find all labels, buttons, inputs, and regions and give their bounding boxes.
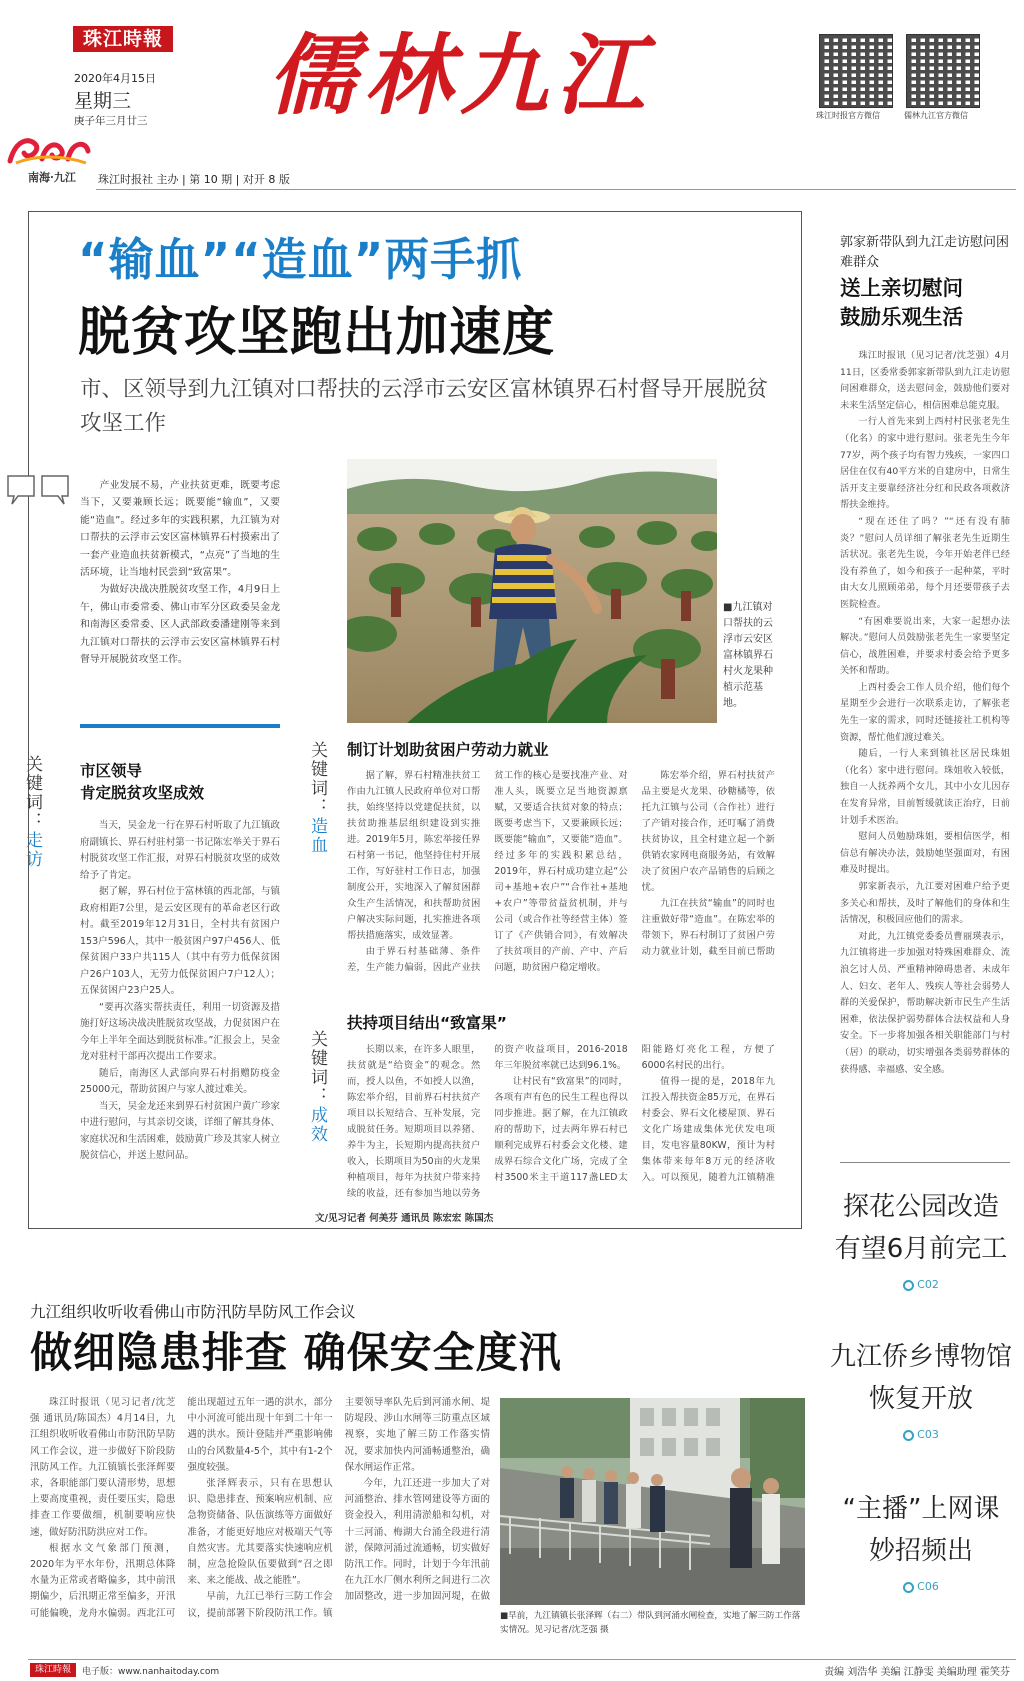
lead-byline: 文/见习记者 何美芬 通讯员 陈宏宏 陈国杰 bbox=[315, 1213, 494, 1224]
qr-label: 儒林九江官方微信 bbox=[904, 111, 968, 120]
page-pointer-icon bbox=[903, 1430, 914, 1441]
section3-paragraph: 长期以来，在许多人眼里，扶贫就是“给资金”的观念。然而，授人以鱼，不如授人以渔，陈宏举介绍，目前界石村扶贫产项目以长短结合、互补发展，完成脱贫任务。短期项目以养猪、养牛为主，长短期内提高扶贫户收入，长期项目为50亩的火龙果种植项目，每年为扶贫户带来持续的收益，还有参加当地以劳务的资产收益项目，2016-2018年三年脱贫率就已达到96.1%。 bbox=[347, 1044, 628, 1199]
lead-photo bbox=[347, 459, 717, 723]
keyword-word: 成效 bbox=[307, 1106, 327, 1144]
speech-bubbles-icon bbox=[6, 472, 72, 514]
sub-logo-text: 南海·九江 bbox=[28, 171, 76, 184]
keyword-label: 关键词： bbox=[307, 741, 327, 817]
side-paragraph: 一行人首先来到上西村村民张老先生（化名）的家中进行慰问。张老先生今年77岁，两个孩子均有智力残疾，一家四口居住在仅有40平方米的自建房中，日常生活开支主要靠经济社分红和民政各项救济帮扶金维持。 bbox=[840, 416, 1010, 511]
section3-body bbox=[347, 1042, 775, 1204]
second-paragraph: 根据水文气象部门预测，2020年为平水年份，汛期总体降水量为正常或者略偏多，其中前汛期偏少，后汛期正常至偏多，开汛可能偏晚，龙舟水偏弱。西北江可能出现超过五年一遇的洪水，部分中小河流可能出现十年到二十年一遇的洪水。预计登陆并严重影响佛山的台风数量4-5个，其中有1-2个强度较强。 bbox=[30, 1397, 333, 1619]
sub-logo bbox=[6, 133, 92, 187]
index-page: C02 bbox=[917, 1278, 939, 1291]
second-paragraph: 张泽辉表示，只有在思想认识、隐患排查、预案响应机制、应急物资储备、队伍演练等方面做好准备，才能更好地应对极端天气等自然灾害。尤其要落实快速响应机制，应急抢险队伍要做到“召之即来、来之能战、战之能胜”。 bbox=[187, 1478, 333, 1587]
lead-headline: 脱贫攻坚跑出加速度 bbox=[78, 302, 556, 363]
side-paragraph: 珠江时报讯（见习记者/沈芝强）4月11日，区委常委郭家新带队到九江走访慰问困难群众，送去慰问金，鼓励他们要对未来生活坚定信心，相信困难总能克服。 bbox=[840, 350, 1010, 411]
side-paragraph: 随后，一行人来到镇社区居民珠姐（化名）家中进行慰问。珠姐收入较低，独自一人抚养两个女儿，其中小女儿因存在发育异常，目前暂缓就读正治疗，日前计划手术医治。 bbox=[840, 748, 1010, 826]
index-item[interactable] bbox=[826, 1186, 1016, 1316]
qr-label: 珠江时报官方微信 bbox=[816, 111, 880, 120]
section1-paragraph: 当天，吴金龙一行在界石村听取了九江镇政府副镇长、界石村驻村第一书记陈宏举关于界石村脱贫攻坚工作汇报，对界石村脱贫攻坚的成效给予了肯定。 bbox=[80, 820, 280, 881]
index-title: “主播”上网课 妙招频出 bbox=[842, 1494, 1000, 1566]
footer-logo: 珠江時報 bbox=[30, 1663, 76, 1677]
section2-paragraph: 据了解，界石村精准扶贫工作由九江镇人民政府单位对口帮扶，始终坚持以党建促扶贫，以扶贫助推基层组织建设到实推进。2019年5月，陈宏举接任界石村第一书记，他坚持住村开展工作，写好驻村工作日志，加强制度公开，实地深入了解贫困群众生产生活情况，和扶帮助贫困户解决实际问题，扎实推进各项帮扶措施落实，成效显著。 bbox=[347, 770, 481, 941]
section1-paragraph: “要再次落实帮扶责任，利用一切资源及措施打好这场决战决胜脱贫攻坚战，力促贫困户在今年上半年全面达到脱贫标准。”汇报会上，吴金龙对驻村干部再次提出工作要求。 bbox=[80, 1001, 280, 1062]
section3-paragraph: 让村民有“致富果”的同时，各项有声有色的民生工程也得以同步推进。据了解，在九江镇政府的帮助下，过去两年界石村已顺利完成界石村委会文化楼、建成界石综合文化广场，完成了全村3500米主干道117盏LED太阳能路灯亮化工程，方便了6000名村民的出行。 bbox=[494, 1044, 775, 1183]
keyword-label: 关键词： bbox=[307, 1030, 327, 1106]
section1-body bbox=[80, 818, 280, 1213]
side-paragraph: “有困难要说出来，大家一起想办法解决。”慰问人员鼓励张老先生一家要坚定信心，战胜困难，并要求村委会给予更多关怀和帮助。 bbox=[840, 615, 1010, 677]
second-body bbox=[30, 1395, 490, 1635]
masthead-rule bbox=[96, 189, 1016, 190]
side-paragraph: 对此，九江镇党委委员曹丽瑛表示，九江镇将进一步加强对特殊困难群众、流浪乞讨人员、严重精神障碍患者、未成年人、妇女、老年人、残疾人等社会弱势人群的关爱保护，帮助解决新市民生产生活困难，依法保护弱势群体合法权益和人身安全。下一步将加强各相关职能部门与村（居）的联动，切实增强各类弱势群体的获得感、幸福感、安全感。 bbox=[840, 930, 1010, 1075]
logo-swoosh-icon bbox=[6, 133, 92, 167]
section2-paragraph: 陈宏举介绍，界石村扶贫产品主要是火龙果、砂糖橘等，依托九江镇与公司（合作社）进行了产销对接合作，还叮嘱了消费扶贫协议，且全村建立起一个新供销农家网电商服务站，有效解决了贫困户农产品销售的后顾之忧。 bbox=[641, 770, 775, 893]
intro-paragraph: 为做好决战决胜脱贫攻坚工作，4月9日上午，佛山市委常委、佛山市军分区政委吴金龙和南海区委常委、区人武部政委潘建刚等来到九江镇对口帮扶的云浮市云安区富林镇界石村督导开展脱贫攻坚工作。 bbox=[80, 584, 280, 666]
keyword-visit bbox=[22, 755, 41, 905]
qr-code-icon bbox=[819, 34, 893, 108]
dragon-fruit-farm-photo bbox=[347, 459, 717, 723]
index-item[interactable] bbox=[826, 1488, 1016, 1618]
section1-paragraph: 据了解，界石村位于富林镇的西北部，与镇政府相距7公里，是云安区现有的革命老区行政村。截至2019年12月31日，全村共有贫困户153户596人，其中一般贫困户97户456人、低保贫困户33户共115人（其中有劳力低保贫困户26户103人，无劳力低保贫困户7户12人）；五保贫困户23户25人。 bbox=[80, 886, 280, 996]
section1-title: 市区领导 肯定脱贫攻坚成效 bbox=[80, 762, 205, 802]
second-kicker: 九江组织收听收看佛山市防汛防旱防风工作会议 bbox=[30, 1303, 356, 1321]
qr-code-icon bbox=[906, 34, 980, 108]
keyword-word: 造血 bbox=[307, 817, 327, 855]
section3-paragraph: 值得一提的是，2018年九江投入帮扶资金85万元，在界石村委会、界石文化楼屋顶、界石文化广场建成集体光伏发电项目，发电容量80KW，预计为村集体带来每年8万元的经济收入。可以预见，随着九江镇精准 bbox=[641, 1076, 775, 1183]
issue-date: 2020年4月15日 bbox=[74, 72, 156, 85]
index-page: C06 bbox=[917, 1580, 939, 1593]
second-photo bbox=[500, 1398, 805, 1605]
side-paragraph: 慰问人员勉励珠姐，要相信医学，相信总有解决办法，鼓励她坚强面对，有困难及时提出。 bbox=[840, 831, 1010, 876]
section2-paragraph: 九江在扶贫“输血”的同时也注重做好带“造血”。在陈宏举的带领下，界石村制订了贫困户劳动力就业计划，截至目前已帮助 bbox=[641, 898, 775, 957]
side-headline: 送上亲切慰问 鼓励乐观生活 bbox=[840, 276, 963, 329]
river-inspection-photo bbox=[500, 1398, 805, 1605]
side-rule bbox=[840, 1162, 1010, 1163]
side-paragraph: 郭家新表示，九江要对困难户给予更多关心和帮扶，及时了解他们的身体和生活情况，积极回应他们的需求。 bbox=[840, 881, 1010, 926]
intro-rule bbox=[80, 724, 280, 728]
issue-weekday: 星期三 bbox=[74, 90, 132, 112]
index-title: 探花公园改造 有望6月前完工 bbox=[834, 1192, 1008, 1264]
masthead bbox=[0, 0, 1024, 190]
lead-photo-caption: ■九江镇对口帮扶的云浮市云安区富林镇界石村火龙果种植示范基地。 bbox=[723, 602, 773, 709]
page-pointer-icon bbox=[903, 1582, 914, 1593]
lead-intro bbox=[80, 477, 280, 715]
keyword-word: 走访 bbox=[22, 831, 42, 869]
section2-body bbox=[347, 768, 775, 988]
edition-info: 珠江时报社 主办 | 第 10 期 | 对开 8 版 bbox=[98, 173, 290, 186]
footer-editors: 责编 刘浩华 美编 江静雯 美编助理 霍笑芬 bbox=[824, 1667, 1010, 1678]
second-photo-caption: ■早前，九江镇镇长张泽辉（右二）带队到河涌水闸检查，实地了解三防工作落实情况。见习记者/沈芝强 摄 bbox=[500, 1611, 801, 1635]
issue-lunar: 庚子年三月廿三 bbox=[74, 115, 148, 127]
side-kicker: 郭家新带队到九江走访慰问困难群众 bbox=[840, 235, 1010, 270]
index-item[interactable] bbox=[826, 1336, 1016, 1466]
lead-subhead: 市、区领导到九江镇对口帮扶的云浮市云安区富林镇界石村督导开展脱贫攻坚工作 bbox=[80, 377, 769, 436]
section1-paragraph: 当天，吴金龙还来到界石村贫困户黄广珍家中进行慰问，与其亲切交谈，详细了解其身体、家庭状况和生活困难，鼓励黄广珍及其家人树立脱贫信心，并送上慰问品。 bbox=[80, 1100, 280, 1161]
section3-title: 扶持项目结出“致富果” bbox=[347, 1014, 507, 1032]
index-page: C03 bbox=[917, 1428, 939, 1441]
section2-title: 制订计划助贫困户劳动力就业 bbox=[347, 741, 549, 759]
keyword-result bbox=[307, 1030, 326, 1180]
second-headline: 做细隐患排查 确保安全度汛 bbox=[30, 1328, 562, 1377]
paper-logo: 珠江時報 bbox=[73, 26, 173, 52]
lead-kicker: “输血”“造血”两手抓 bbox=[78, 233, 523, 286]
side-paragraph: “现在还住了吗？”“还有没有肺炎？”慰问人员详细了解张老先生近期生活状况。张老先生说，今年开始老伴已经没有养鱼了，如今和孩子一起种菜，平时由大女儿照顾弟弟，每个月还要带孩子去医院检查。 bbox=[840, 515, 1010, 610]
second-paragraph: 今年，九江还进一步加大了对河涌整治、排水管网建设等方面的资金投入，利用清淤船和勾机，对十三河涌、梅湖大台涌全段进行清淤，保障河涌过流通畅，切实做好防汛工作。同时，计划于今年汛前在九江水厂侧水利所之间进行二次加固整改，进一步加固河堤，在做 bbox=[344, 1478, 490, 1603]
second-paragraph: 早前，九江已举行三防工作会议，提前部署下阶段防汛工作。镇主要领导率队先后到河涌水闸、堤防堤段、涉山水闸等三防重点区域视察，实地了解三防工作落实情况，要求加快内河涌畅通整治，确保水闸运作正常。 bbox=[187, 1397, 490, 1619]
footer-website[interactable]: 电子版：www.nanhaitoday.com bbox=[82, 1667, 220, 1677]
keyword-blood bbox=[307, 741, 326, 891]
second-paragraph: 珠江时报讯（见习记者/沈芝强 通讯员/陈国杰）4月14日，九江组织收听收看佛山市防汛防旱防风工作会议，进一步做好下阶段防汛防风工作。九江镇镇长张泽辉要求，各职能部门要认清形势，思想上要高度重视，责任要压实，隐患排查工作要做细，机制要响应快速，做好防汛防洪应对工作。 bbox=[30, 1397, 176, 1538]
masthead-title: 儒林九江 bbox=[268, 23, 653, 127]
footer-rule bbox=[28, 1659, 1016, 1660]
side-body bbox=[840, 348, 1010, 1154]
index-title: 九江侨乡博物馆 恢复开放 bbox=[829, 1342, 1012, 1414]
side-paragraph: 上西村委会工作人员介绍，他们每个星期至少会进行一次联系走访，了解张老先生一家的需求，同时还链接社工机构等资源，帮忙他们渡过难关。 bbox=[840, 681, 1010, 743]
section1-paragraph: 随后，南海区人武部向界石村捐赠防疫金25000元，帮助贫困户与家人渡过难关。 bbox=[80, 1067, 280, 1095]
intro-paragraph: 产业发展不易，产业扶贫更难，既要考虑当下，又要兼顾长远；既要能“输血”，又要能“造血”。经过多年的实践积累，九江镇为对口帮扶的云浮市云安区富林镇界石村摸索出了一套产业造血扶贫新模式，“点亮”了当地的生活环境，让当地村民尝到“致富果”。 bbox=[80, 480, 280, 579]
keyword-label: 关键词： bbox=[22, 755, 42, 831]
page-pointer-icon bbox=[903, 1280, 914, 1291]
section2-paragraph: 由于界石村基础薄、条件差，生产能力偏弱，因此产业扶贫工作的核心是要找准产业、对准人头，既要立足当地资源禀赋，又要适合扶贫对象的特点；既要考虑当下，又要兼顾长远；既要能“输血”，又要能“造血”。经过多年的实践积累总结，2019年，界石村成功建立起“公司+基地+农户”“合作社+基地+农户”等带贫益贫机制，并与公司（或合作社等经营主体）签订了《产供销合同》，有效解决了扶贫项目的产前、产中、产后问题，助贫困户稳定增收。 bbox=[347, 770, 628, 973]
